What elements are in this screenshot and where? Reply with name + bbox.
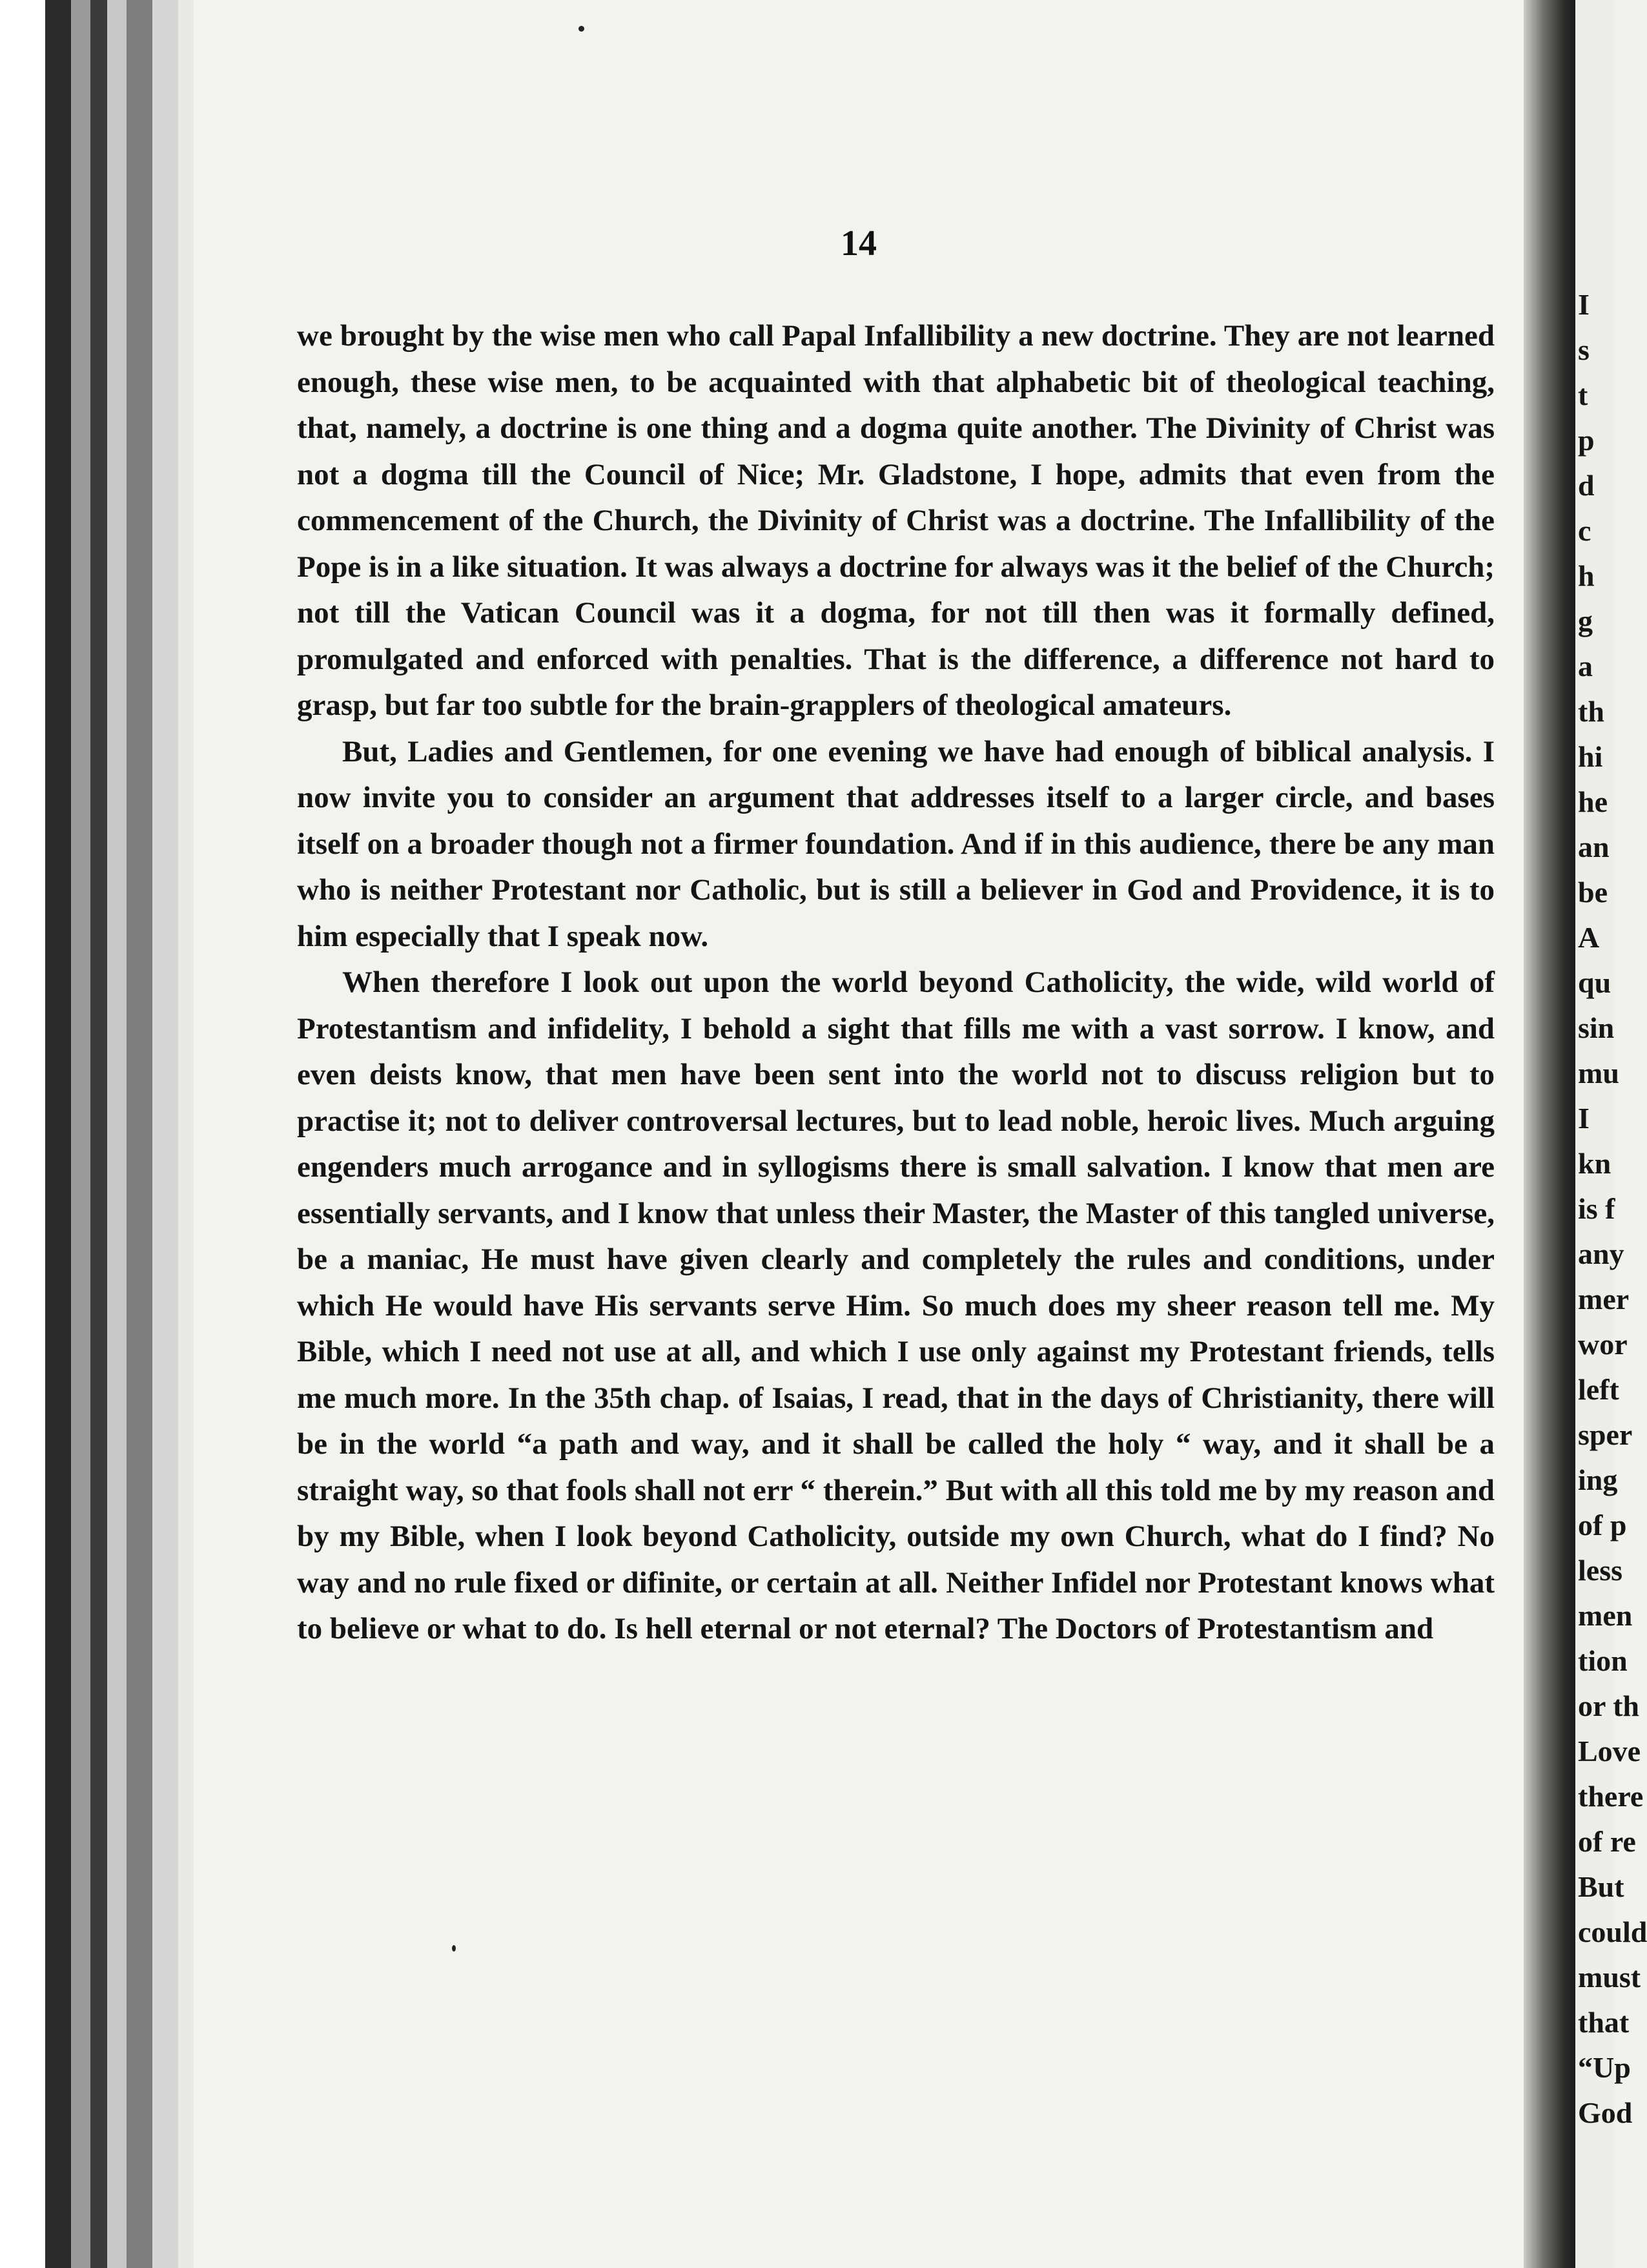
edge-band xyxy=(45,0,71,2268)
edge-band xyxy=(107,0,127,2268)
body-text xyxy=(297,313,1495,1653)
adjacent-page-fragment: mer xyxy=(1578,1283,1630,1315)
adjacent-page-fragment: h xyxy=(1578,559,1595,592)
speck xyxy=(578,26,584,32)
book-gutter xyxy=(1524,0,1575,2268)
adjacent-page-fragment: be xyxy=(1578,876,1608,909)
adjacent-page-fragment: kn xyxy=(1578,1147,1611,1180)
adjacent-page-fragment: an xyxy=(1578,830,1610,863)
adjacent-page-fragment: g xyxy=(1578,604,1593,637)
adjacent-page-fragment: sin xyxy=(1578,1011,1615,1044)
adjacent-page-fragment: any xyxy=(1578,1237,1624,1270)
adjacent-page-fragment: But xyxy=(1578,1870,1624,1903)
adjacent-page-fragment: wor xyxy=(1578,1328,1628,1361)
adjacent-page-fragment: th xyxy=(1578,695,1604,728)
adjacent-page-fragment: ing xyxy=(1578,1463,1618,1496)
edge-band xyxy=(90,0,107,2268)
edge-band xyxy=(152,0,178,2268)
edge-band xyxy=(71,0,90,2268)
adjacent-page-fragment: of re xyxy=(1578,1825,1636,1858)
adjacent-page-fragment: a xyxy=(1578,650,1593,683)
adjacent-page-fragment: d xyxy=(1578,469,1595,502)
adjacent-page-fragment: hi xyxy=(1578,740,1603,773)
adjacent-page-fragment: of p xyxy=(1578,1509,1627,1541)
adjacent-page-fragment: I xyxy=(1578,288,1590,321)
adjacent-page-fragment: men xyxy=(1578,1599,1633,1632)
paragraph: we brought by the wise men who call Papal Infallibility a new doctrine. They are not learned enough, these wise men, to be acquainted with that alphabetic bit of theological teaching, that, namely, a doctrine is one thing and a dogma quite another. The Divinity of Christ was not a dogma till the Council of Nice; Mr. Gladstone, I hope, admits that even from the commencement of the Church, the Divinity of Christ was a doctrine. The Infallibility of the Pope is in a like situation. It was always a doctrine for always was it the belief of the Church; not till the Vatican Council was it a dogma, for not till then was it formally defined, promulgated and enforced with penalties. That is the difference, a difference not hard to grasp, but far too subtle for the brain-grapplers of theological amateurs. xyxy=(297,319,1495,722)
adjacent-page-fragment: less xyxy=(1578,1554,1622,1587)
adjacent-page-fragment: qu xyxy=(1578,966,1611,999)
page-number: 14 xyxy=(841,223,877,263)
adjacent-page-fragment: left xyxy=(1578,1373,1619,1406)
adjacent-page-fragment: must xyxy=(1578,1961,1641,1994)
adjacent-page-fragment: “Up xyxy=(1578,2051,1631,2084)
adjacent-page-fragment: p xyxy=(1578,424,1595,457)
speck xyxy=(452,1945,456,1952)
adjacent-page-fragment: tion xyxy=(1578,1644,1628,1677)
adjacent-page-fragment: Love xyxy=(1578,1735,1641,1768)
edge-band xyxy=(127,0,152,2268)
adjacent-page-fragment: he xyxy=(1578,785,1608,818)
adjacent-page-fragment: t xyxy=(1578,378,1588,411)
adjacent-page-fragment: could xyxy=(1578,1915,1647,1948)
book-edge-stack xyxy=(0,0,194,2268)
adjacent-page-fragment: that xyxy=(1578,2006,1630,2039)
adjacent-page-fragment: s xyxy=(1578,333,1590,366)
adjacent-page-fragment: or th xyxy=(1578,1689,1639,1722)
adjacent-page-fragment: sper xyxy=(1578,1418,1633,1451)
adjacent-page-fragment: A xyxy=(1578,921,1600,954)
adjacent-page-fragment: c xyxy=(1578,514,1591,547)
paragraph: But, Ladies and Gentlemen, for one evening we have had enough of biblical analysis. I now invite you to consider an argument that addresses itself to a larger circle, and bases itself on a broader though not a firmer foundation. And if in this audience, there be any man who is neither Protestant nor Catholic, but is still a believer in God and Providence, it is to him especially that I speak now. xyxy=(297,734,1495,953)
adjacent-page-fragment: is f xyxy=(1578,1192,1615,1225)
paragraph: When therefore I look out upon the world beyond Catholicity, the wide, wild world of Protestantism and infidelity, I behold a sight that fills me with a vast sorrow. I know, and even deists know, that men have been sent into the world not to discuss religion but to practise it; not to deliver controversal lectures, but to lead noble, heroic lives. Much arguing engenders much arrogance and in syllogisms there is small salvation. I know that men are essentially servants, and I know that unless their Master, the Master of this tangled universe, be a maniac, He must have given clearly and completely the rules and conditions, under which He would have His servants serve Him. So much does my sheer reason tell me. My Bible, which I need not use at all, and which I use only against my Protestant friends, tells me much more. In the 35th chap. of Isaias, I read, that in the days of Christianity, there will be in the world “a path and way, and it shall be called the holy “ way, and it shall be a straight way, so that fools shall not err “ therein.” But with all this told me by my reason and by my Bible, when I look beyond Catholicity, outside my own Church, what do I find? No way and no rule fixed or difinite, or certain at all. Neither Infidel nor Protestant knows what to believe or what to do. Is hell eternal or not eternal? The Doctors of Protestantism and xyxy=(297,965,1495,1645)
adjacent-page-fragment: there xyxy=(1578,1780,1644,1813)
edge-band xyxy=(178,0,194,2268)
adjacent-page-fragment: I xyxy=(1578,1102,1590,1135)
adjacent-page-fragment: mu xyxy=(1578,1057,1619,1089)
edge-band xyxy=(0,0,45,2268)
adjacent-page-fragment: God xyxy=(1578,2096,1633,2129)
adjacent-page xyxy=(1575,0,1647,2268)
